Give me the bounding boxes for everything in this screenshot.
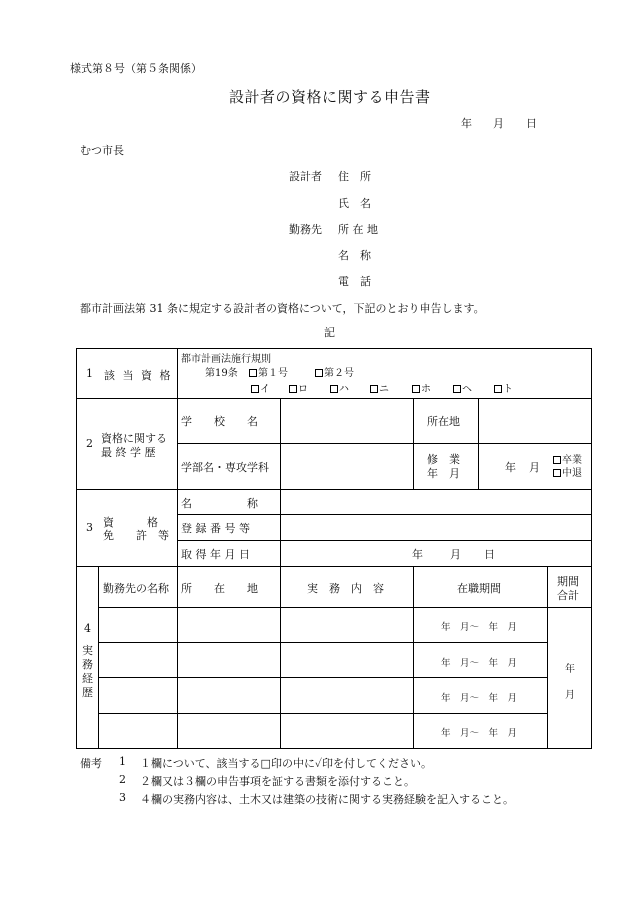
note-number: 2 (119, 773, 126, 786)
checkbox-icon[interactable] (315, 369, 323, 377)
note-text: ２欄又は３欄の申告事項を証する書類を添付すること。 (140, 775, 415, 788)
ki-mark: 記 (324, 326, 335, 339)
school-name-value[interactable] (283, 401, 411, 441)
row4-label-char: 歴 (82, 686, 93, 699)
workplace-label: 勤務先 (289, 223, 322, 236)
column-divider (177, 566, 178, 749)
registration-number-label: 登 録 番 号 等 (181, 522, 250, 535)
addressee: むつ市長 (80, 144, 124, 157)
completion-month: 月 (529, 461, 540, 474)
row3-label-line1: 資 格 (103, 516, 158, 529)
checkbox-icon[interactable] (289, 385, 297, 393)
row3-number: 3 (86, 521, 93, 534)
date-year: 年 (461, 117, 472, 130)
note-number: 3 (119, 791, 126, 804)
column-divider (413, 566, 414, 749)
completion-label-1: 修 業 (427, 453, 460, 466)
row-divider (177, 514, 592, 515)
header-company: 勤務先の名称 (103, 582, 169, 595)
form-number: 様式第８号（第５条関係） (70, 62, 202, 75)
acquisition-year: 年 (412, 548, 423, 561)
option-to[interactable]: ト (494, 380, 513, 395)
completion-label-2: 年 月 (427, 467, 460, 480)
dept-label: 学部名・専攻学科 (181, 461, 269, 474)
period-cell[interactable]: 年 月～ 年 月 (441, 622, 518, 633)
note-text: １欄について、該当する□印の中に✓印を付してください。 (140, 757, 433, 770)
option-ha[interactable]: ハ (330, 380, 349, 395)
license-name-value[interactable] (283, 491, 589, 512)
checkbox-icon[interactable] (553, 469, 561, 477)
header-period: 在職期間 (457, 582, 501, 595)
total-year: 年 (565, 664, 575, 675)
name-label: 氏 名 (338, 197, 371, 210)
school-location-value[interactable] (481, 401, 589, 441)
checkbox-icon[interactable] (412, 385, 420, 393)
license-name-label: 名 称 (181, 497, 258, 510)
checkbox-icon[interactable] (249, 369, 257, 377)
header-location: 所 在 地 (181, 582, 258, 595)
note-number: 1 (119, 755, 126, 768)
school-location-label: 所在地 (427, 415, 460, 428)
header-work: 実 務 内 容 (307, 582, 384, 595)
rule-name: 都市計画法施行規則 (181, 354, 271, 365)
row-divider (177, 443, 592, 444)
school-name-label: 学 校 名 (181, 415, 258, 428)
row-divider (76, 489, 592, 490)
option-ho[interactable]: ホ (412, 380, 431, 395)
period-cell[interactable]: 年 月～ 年 月 (441, 658, 518, 669)
row1-label: 該 当 資 格 (104, 369, 173, 382)
dept-value[interactable] (283, 446, 411, 486)
checkbox-icon[interactable] (553, 456, 561, 464)
acquisition-day: 日 (484, 548, 495, 561)
checkbox-icon[interactable] (370, 385, 378, 393)
checkbox-icon[interactable] (494, 385, 502, 393)
row4-number: 4 (84, 622, 91, 635)
row-divider (98, 677, 547, 678)
period-cell[interactable]: 年 月～ 年 月 (441, 693, 518, 704)
address-label: 住 所 (338, 170, 371, 183)
completion-year: 年 (505, 461, 516, 474)
registration-number-value[interactable] (283, 516, 589, 538)
rule-article: 第19条 (205, 368, 238, 379)
row4-label-char: 経 (82, 672, 93, 685)
document-title: 設計者の資格に関する申告書 (229, 88, 431, 106)
note-text: ４欄の実務内容は、土木又は建築の技術に関する実務経験を記入すること。 (140, 793, 514, 806)
row2-label-line1: 資格に関する (101, 432, 167, 445)
column-divider (98, 566, 99, 749)
column-divider (177, 348, 178, 566)
total-month: 月 (565, 690, 575, 701)
row2-number: 2 (86, 437, 93, 450)
header-total-1: 期間 (557, 575, 579, 588)
row3-label-line2: 免 許 等 (103, 529, 169, 542)
option-ni[interactable]: ニ (370, 380, 389, 395)
date-month: 月 (493, 117, 504, 130)
column-divider (547, 566, 548, 749)
option-item1[interactable]: 第１号 (249, 364, 288, 379)
row2-label-line2: 最 終 学 歴 (101, 446, 156, 459)
option-item2[interactable]: 第２号 (315, 364, 354, 379)
option-he[interactable]: ヘ (453, 380, 472, 395)
row-divider (98, 713, 547, 714)
row1-number: 1 (86, 367, 93, 380)
row-divider (76, 398, 592, 399)
checkbox-icon[interactable] (453, 385, 461, 393)
acquisition-month: 月 (450, 548, 461, 561)
graduate-option[interactable]: 卒業 (553, 451, 582, 466)
column-divider (478, 398, 479, 489)
row-divider (177, 540, 592, 541)
dropout-option[interactable]: 中退 (553, 464, 582, 479)
option-ro[interactable]: ロ (289, 380, 308, 395)
designer-label: 設計者 (289, 170, 322, 183)
period-cell[interactable]: 年 月～ 年 月 (441, 728, 518, 739)
row-divider (98, 607, 547, 608)
row-divider (98, 642, 547, 643)
phone-label: 電 話 (338, 275, 371, 288)
statement: 都市計画法第 31 条に規定する設計者の資格について，下記のとおり申告します。 (80, 302, 485, 315)
row4-label-char: 務 (82, 658, 93, 671)
column-divider (280, 398, 281, 566)
header-total-2: 合計 (557, 589, 579, 602)
workplace-location-label: 所 在 地 (338, 223, 378, 236)
column-divider (413, 398, 414, 489)
workplace-name-label: 名 称 (338, 249, 371, 262)
option-i[interactable]: イ (251, 380, 270, 395)
row4-label-char: 実 (82, 644, 93, 657)
column-divider (280, 566, 281, 749)
notes-label: 備考 (80, 757, 102, 770)
row-divider (76, 566, 592, 567)
checkbox-icon[interactable] (330, 385, 338, 393)
checkbox-icon[interactable] (251, 385, 259, 393)
row-divider (547, 607, 592, 608)
date-day: 日 (526, 117, 537, 130)
acquisition-date-label: 取 得 年 月 日 (181, 548, 250, 561)
